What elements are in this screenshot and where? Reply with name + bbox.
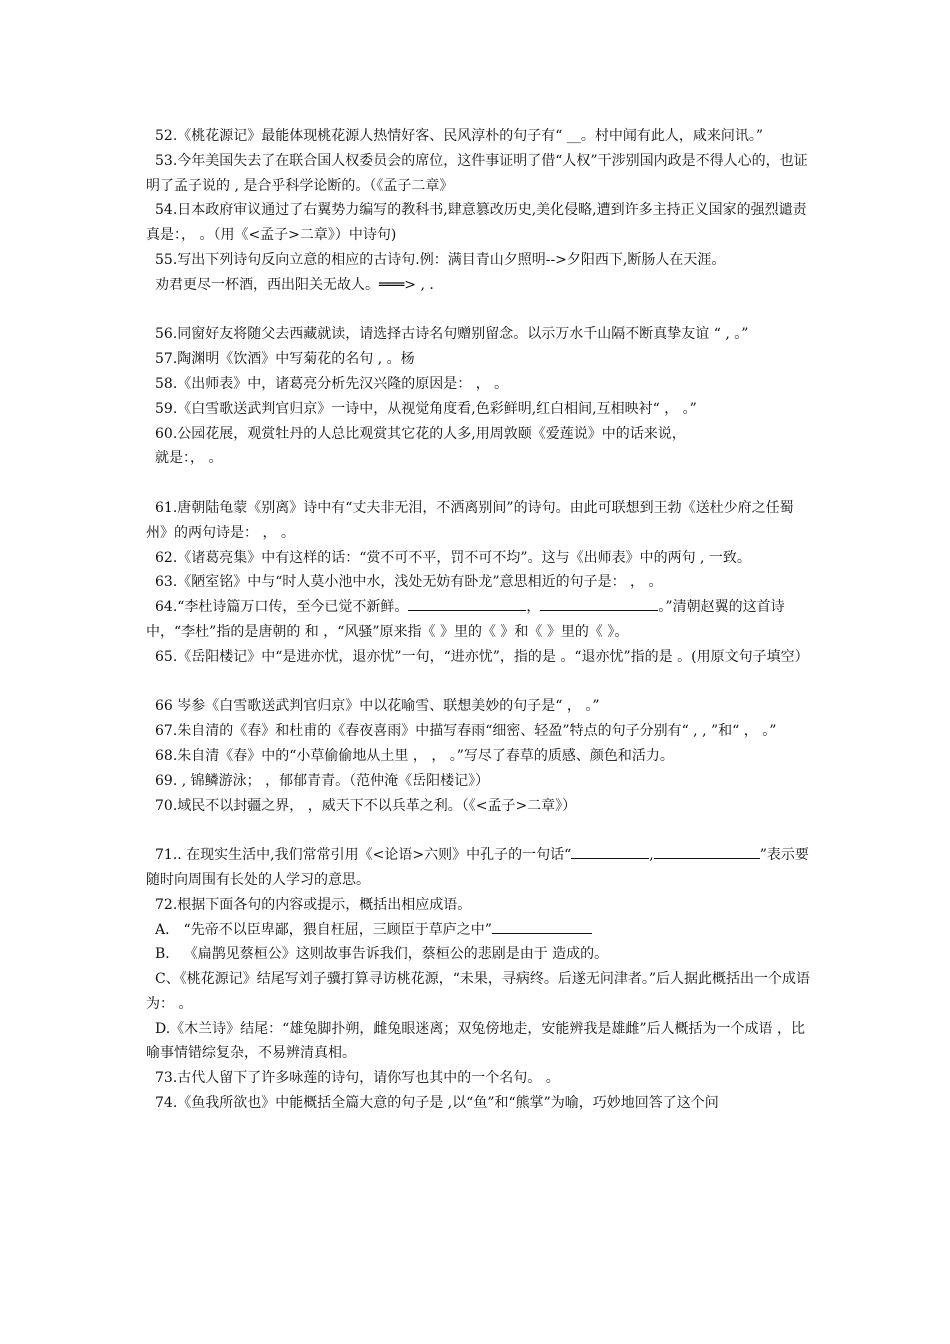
document-page bbox=[146, 124, 814, 1116]
question-58: 58.《出师表》中，诸葛亮分析先汉兴隆的原因是： ， 。 bbox=[155, 375, 509, 392]
question-72-a bbox=[146, 918, 814, 943]
question-54: 54.日本政府审议通过了右翼势力编写的教科书,肆意篡改历史,美化侵略,遭到许多主持正义国家的强烈谴责真是：， 。（用《<孟子>二章》）中诗句) bbox=[146, 202, 807, 244]
question-60-continuation: 就是：， 。 bbox=[155, 450, 223, 467]
blank-line bbox=[146, 670, 814, 695]
blank-line bbox=[146, 471, 814, 496]
question-52: 52.《桃花源记》最能体现桃花源人热情好客、民风淳朴的句子有“ __。村中闻有此人，咸来问讯。” bbox=[155, 128, 764, 144]
question-64 bbox=[146, 595, 814, 645]
question-71-part-2: , bbox=[649, 847, 654, 864]
question-55-continuation: 劝君更尽一杯酒，西出阳关无故人。═══> , . bbox=[155, 276, 434, 293]
answer-blank bbox=[408, 596, 526, 611]
answer-blank bbox=[492, 919, 592, 934]
question-56: 56.同窗好友将随父去西藏就读，请选择古诗名句赠别留念。以示万水千山隔不断真挚友谊 “ , 。” bbox=[155, 326, 749, 343]
question-72-a-text: A． “先帝不以臣卑鄙，猥自枉屈，三顾臣于草庐之中” bbox=[155, 921, 492, 938]
question-55: 55.写出下列诗句反向立意的相应的古诗句.例：满目青山夕照明-->夕阳西下,断肠人在天涯。 bbox=[155, 251, 726, 268]
question-73: 73.古代人留下了许多咏莲的诗句，请你写也其中的一个名句。 。 bbox=[155, 1070, 560, 1087]
answer-blank bbox=[752, 844, 760, 859]
question-71-part-3: ”表示要随时向周围有长处的人学习的意思。 bbox=[146, 847, 809, 888]
question-59: 59.《白雪歌送武判官归京》一诗中，从视觉角度看,色彩鲜明,红白相间,互相映衬“ ， 。” bbox=[155, 400, 697, 417]
answer-blank bbox=[540, 596, 658, 611]
question-57: 57.陶渊明《饮酒》中写菊花的名句 , 。杨 bbox=[155, 351, 415, 368]
blank-line bbox=[146, 298, 814, 323]
question-70: 70.域民不以封疆之界， ，威天下不以兵革之利。（《<孟子>二章》） bbox=[155, 797, 577, 814]
question-72: 72.根据下面各句的内容或提示，概括出相应成语。 bbox=[155, 896, 472, 913]
answer-blank bbox=[654, 844, 752, 859]
question-72-b: B． 《扁鹊见蔡桓公》这则故事告诉我们，蔡桓公的悲剧是由于 造成的。 bbox=[155, 946, 609, 963]
question-72-d: D.《木兰诗》结尾：“雄兔脚扑朔，雌兔眼迷离；双兔傍地走，安能辨我是雄雌”后人概括为一个成语 ，比喻事情错综复杂，不易辨清真相。 bbox=[146, 1020, 805, 1062]
answer-blank bbox=[571, 844, 649, 859]
question-61: 61.唐朝陆龟蒙《别离》诗中有“丈夫非无泪，不洒离别间”的诗句。由此可联想到王勃《送杜少府之任蜀州》的两句诗是： ， 。 bbox=[146, 499, 794, 541]
question-71-part-1: 71.. 在现实生活中,我们常常引用《<论语>六则》中孔子的一句话“ bbox=[155, 847, 572, 864]
question-67: 67.朱自清的《春》和杜甫的《春夜喜雨》中描写春雨“细密、轻盈”特点的句子分别有“ , , ”和“ ， 。” bbox=[155, 723, 777, 740]
question-64-part-3: 。”清朝赵翼的这首诗中，“李杜”指的是唐朝的 和 ，“风骚”原来指《 》里的《 》和《 》里的《 》。 bbox=[146, 599, 785, 640]
question-71 bbox=[146, 843, 814, 893]
question-62: 62.《诸葛亮集》中有这样的话：“赏不可不平，罚不可不均”。这与《出师表》中的两句 , 一致。 bbox=[155, 549, 751, 566]
question-60: 60.公园花展，观赏牡丹的人总比观赏其它花的人多,用周敦颐《爱莲说》中的话来说， bbox=[155, 425, 686, 442]
question-68: 68.朱自清《春》中的“小草偷偷地从土里 ， ， 。”写尽了春草的质感、颜色和活力。 bbox=[155, 747, 674, 764]
question-65: 65.《岳阳楼记》中“是进亦忧，退亦忧”一句，“进亦忧”，指的是 。“退亦忧”指的是 。(用原文句子填空） bbox=[155, 648, 809, 665]
question-69: 69. , 锦鳞游泳； ，郁郁青青。（范仲淹《岳阳楼记》） bbox=[155, 772, 490, 789]
question-63: 63.《陋室铭》中与“时人莫小池中水，浅处无妨有卧龙”意思相近的句子是： ， 。 bbox=[155, 574, 663, 591]
question-64-part-2: ， bbox=[526, 599, 541, 616]
question-72-c: C、《桃花源记》结尾写刘子骥打算寻访桃花源，“未果，寻病终。后遂无问津者。”后人据此概括出一个成语为： 。 bbox=[146, 971, 811, 1012]
blank-line bbox=[146, 818, 814, 843]
question-74: 74.《鱼我所欲也》中能概括全篇大意的句子是 ,以“鱼”和“熊掌”为喻，巧妙地回答了这个问 bbox=[155, 1095, 719, 1112]
question-53: 53.今年美国失去了在联合国人权委员会的席位，这件事证明了借“人权”干涉别国内政是不得人心的，也证明了孟子说的 , 是合乎科学论断的。（《孟子二章》 bbox=[146, 152, 808, 194]
question-66: 66 岑参《白雪歌送武判官归京》中以花喻雪、联想美妙的句子是“ ， 。” bbox=[155, 698, 600, 715]
question-64-part-1: 64.“李杜诗篇万口传，至今已觉不新鲜。 bbox=[155, 599, 409, 616]
